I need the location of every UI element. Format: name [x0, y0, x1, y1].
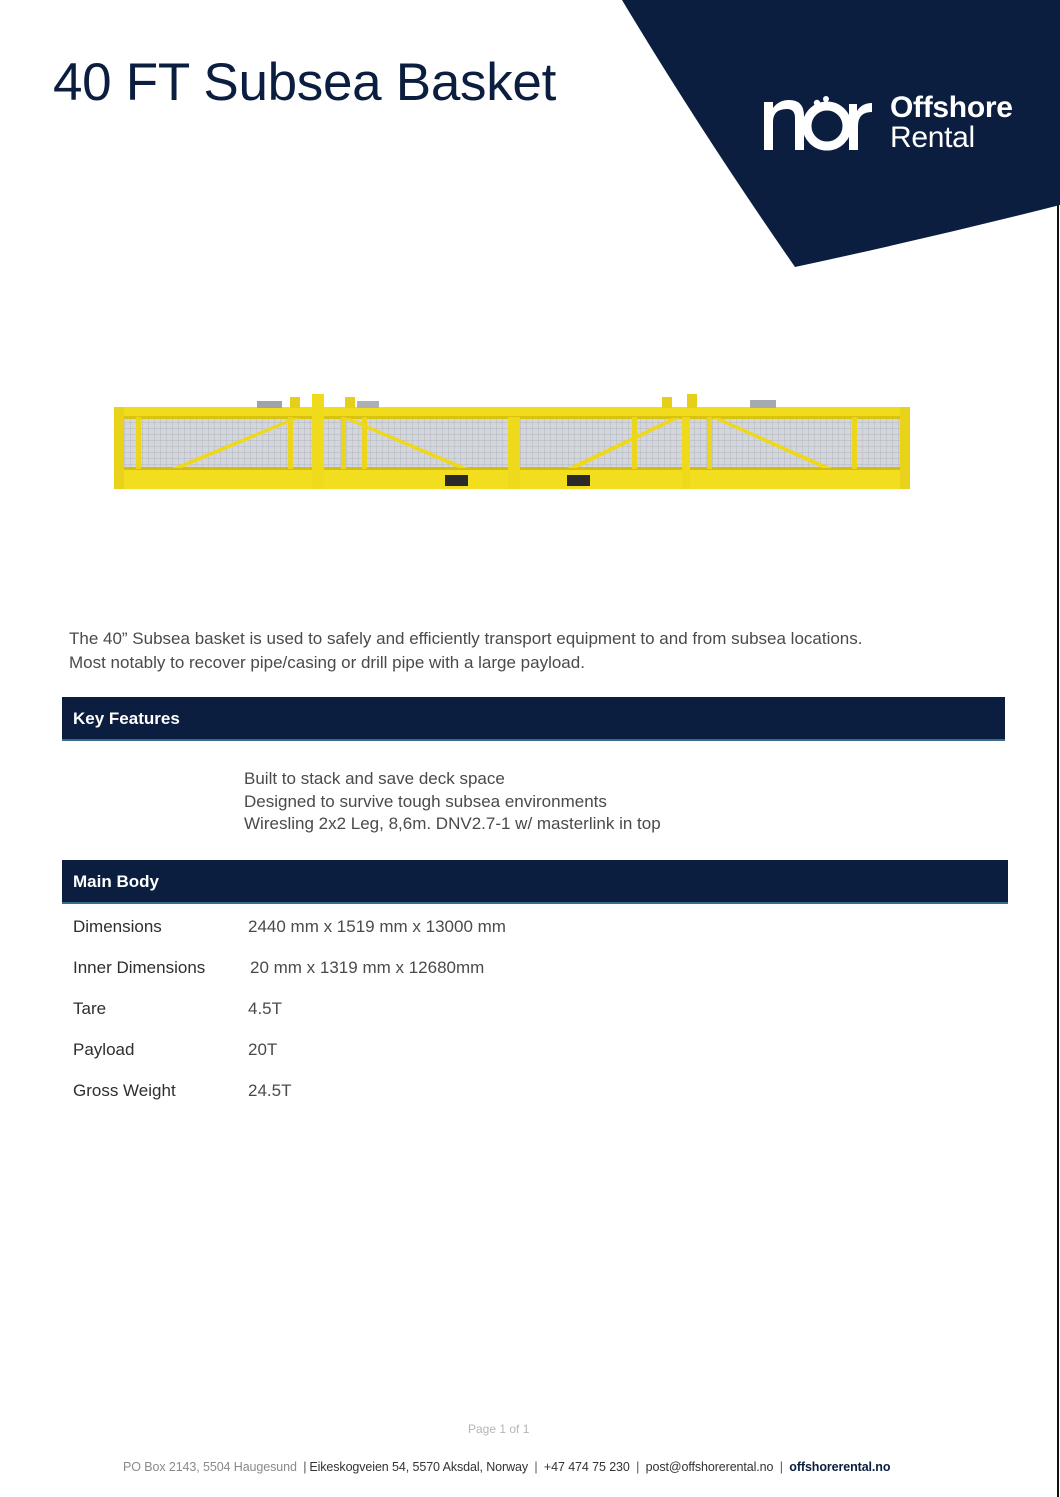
- main-body-specs: [73, 915, 673, 1120]
- main-body-header: Main Body: [62, 860, 1008, 904]
- footer-website-link[interactable]: offshorerental.no: [789, 1460, 891, 1474]
- key-features-header: Key Features: [62, 697, 1005, 741]
- footer-contact: [123, 1460, 890, 1474]
- footer-email-link[interactable]: post@offshorerental.no: [645, 1460, 774, 1474]
- feature-item: Designed to survive tough subsea environments: [244, 791, 607, 811]
- brand-name-offshore: Offshore: [890, 91, 1013, 124]
- footer-separator: |: [636, 1460, 640, 1474]
- spec-value: 24.5T: [248, 1081, 292, 1100]
- spec-label: Gross Weight: [73, 1081, 176, 1100]
- spec-row-tare: [73, 997, 673, 1038]
- spec-label: Payload: [73, 1040, 135, 1059]
- description-line-2: Most notably to recover pipe/casing or drill pipe with a large payload.: [69, 653, 585, 672]
- spec-value: 2440 mm x 1519 mm x 13000 mm: [248, 917, 506, 936]
- brand-logo: [762, 92, 1032, 154]
- spec-label: Inner Dimensions: [73, 958, 206, 977]
- feature-item: Built to stack and save deck space: [244, 769, 505, 788]
- page-edge-line: [1057, 205, 1059, 1497]
- footer-separator: |: [779, 1460, 783, 1474]
- spec-row-payload: [73, 1038, 673, 1079]
- footer-phone[interactable]: +47 474 75 230: [543, 1460, 630, 1474]
- footer-po-box: PO Box 2143, 5504 Haugesund: [123, 1460, 297, 1474]
- footer-separator: |: [303, 1460, 307, 1474]
- key-features-list: [244, 768, 661, 836]
- page-number: Page 1 of 1: [468, 1422, 530, 1436]
- feature-item: Wiresling 2x2 Leg, 8,6m. DNV2.7-1 w/ masterlink in top: [244, 814, 661, 833]
- spec-value: 4.5T: [248, 999, 283, 1018]
- product-image: [112, 392, 912, 494]
- spec-row-gross-weight: [73, 1079, 673, 1120]
- spec-row-inner-dimensions: [73, 956, 673, 997]
- description-line-1: The 40” Subsea basket is used to safely and efficiently transport equipment to and from subsea locations.: [69, 629, 863, 648]
- nor-logo-mark-icon: [762, 94, 872, 152]
- footer-address: Eikeskogveien 54, 5570 Aksdal, Norway: [309, 1460, 529, 1474]
- spec-label: Tare: [73, 999, 107, 1018]
- spec-value: 20T: [248, 1040, 278, 1059]
- spec-value: 20 mm x 1319 mm x 12680mm: [250, 958, 485, 977]
- page-title: 40 FT Subsea Basket: [53, 53, 557, 112]
- brand-name-rental: Rental: [890, 121, 975, 154]
- spec-label: Dimensions: [73, 917, 162, 936]
- footer-separator: |: [534, 1460, 538, 1474]
- spec-row-dimensions: [73, 915, 673, 956]
- product-description: [69, 627, 969, 675]
